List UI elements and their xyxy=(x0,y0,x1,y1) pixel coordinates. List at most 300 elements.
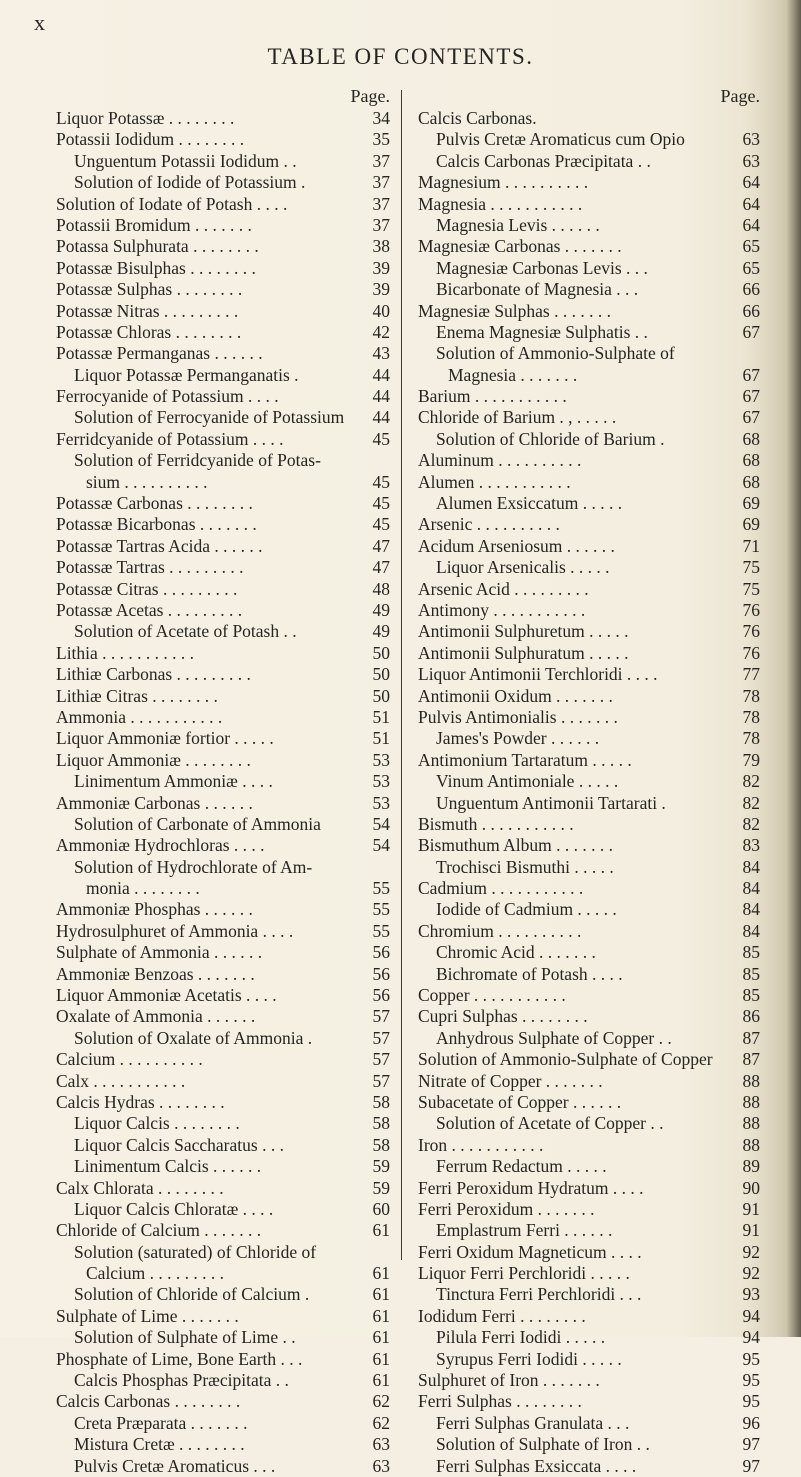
toc-entry-page: 44 xyxy=(372,386,390,407)
toc-entry-page: 62 xyxy=(372,1412,390,1433)
toc-entry-title: Solution of Chloride of Barium . xyxy=(436,428,665,449)
toc-entry xyxy=(418,279,760,300)
toc-entry-page: 91 xyxy=(742,1198,760,1219)
toc-entry xyxy=(56,172,390,193)
toc-entry-page: 97 xyxy=(742,1455,760,1476)
toc-entry-title: Solution (saturated) of Chloride of xyxy=(74,1241,317,1262)
toc-entry-title: Calcis Carbonas . . . . . . . . xyxy=(56,1391,241,1412)
toc-entry-page: 68 xyxy=(742,471,760,492)
toc-entry xyxy=(418,172,760,193)
toc-entry-page: 86 xyxy=(742,1006,760,1027)
toc-entry xyxy=(418,1199,760,1220)
toc-entry xyxy=(56,450,390,471)
toc-entry-title: Copper . . . . . . . . . . . xyxy=(418,985,566,1006)
toc-entry-title: Pulvis Antimonialis . . . . . . . xyxy=(418,706,618,727)
toc-entry-page: 84 xyxy=(742,856,760,877)
toc-entry-page: 75 xyxy=(742,578,760,599)
toc-entry-title: Ammoniæ Phosphas . . . . . . xyxy=(56,899,253,920)
toc-entry xyxy=(56,1242,390,1263)
toc-entry xyxy=(418,557,760,578)
toc-entry-page: 62 xyxy=(372,1391,390,1412)
toc-entry xyxy=(418,1178,760,1199)
toc-entry-page: 38 xyxy=(372,236,390,257)
toc-entry xyxy=(418,493,760,514)
page-column-label: Page. xyxy=(350,86,390,106)
toc-entry-page: 66 xyxy=(742,279,760,300)
toc-entry-title: Solution of Hydrochlorate of Am- xyxy=(74,856,313,877)
toc-entry-title: Magnesia Levis . . . . . . xyxy=(436,214,600,235)
toc-entry-title: Potassæ Bisulphas . . . . . . . . xyxy=(56,257,256,278)
toc-entry-title: Potassii Iodidum . . . . . . . . xyxy=(56,129,245,150)
toc-entry xyxy=(56,835,390,856)
toc-entry xyxy=(418,1456,760,1477)
toc-entry-page: 71 xyxy=(742,535,760,556)
toc-entry xyxy=(418,1028,760,1049)
toc-entry-title: Sulphate of Ammonia . . . . . . xyxy=(56,942,263,963)
toc-entry-title: Antimonii Sulphuratum . . . . . xyxy=(418,642,629,663)
toc-entry-page: 51 xyxy=(372,706,390,727)
toc-entry xyxy=(418,686,760,707)
toc-entry-title: Magnesiæ Sulphas . . . . . . . xyxy=(418,300,611,321)
toc-entry-page: 61 xyxy=(372,1370,390,1391)
toc-entry-title: Aluminum . . . . . . . . . . xyxy=(418,450,582,471)
toc-entry-page: 65 xyxy=(742,257,760,278)
toc-entry xyxy=(56,750,390,771)
toc-entry xyxy=(56,472,390,493)
toc-entry-title: Tinctura Ferri Perchloridi . . . xyxy=(436,1284,642,1305)
toc-entry xyxy=(56,878,390,899)
toc-entry-title: Ferri Peroxidum Hydratum . . . . xyxy=(418,1177,644,1198)
toc-entry xyxy=(56,1327,390,1348)
toc-entry xyxy=(56,1156,390,1177)
toc-entry-page: 56 xyxy=(372,963,390,984)
toc-entry xyxy=(56,129,390,150)
toc-entry-page: 57 xyxy=(372,1070,390,1091)
toc-entry xyxy=(56,1028,390,1049)
toc-entry xyxy=(56,942,390,963)
toc-entry-page: 37 xyxy=(372,193,390,214)
toc-entry-page: 67 xyxy=(742,386,760,407)
toc-entry-page: 90 xyxy=(742,1177,760,1198)
toc-entry xyxy=(418,878,760,899)
toc-entry-page: 50 xyxy=(372,685,390,706)
toc-entry-page: 53 xyxy=(372,792,390,813)
toc-entry-page: 95 xyxy=(742,1391,760,1412)
toc-entry-page: 75 xyxy=(742,557,760,578)
toc-entry-page: 77 xyxy=(742,664,760,685)
toc-entry-page: 64 xyxy=(742,172,760,193)
toc-entry-title: Phosphate of Lime, Bone Earth . . . xyxy=(56,1348,303,1369)
toc-entry-page: 61 xyxy=(372,1348,390,1369)
toc-entry-page: 92 xyxy=(742,1241,760,1262)
toc-column-right xyxy=(418,84,760,1477)
toc-entry-page: 63 xyxy=(742,150,760,171)
toc-entry xyxy=(56,301,390,322)
toc-entry xyxy=(418,536,760,557)
toc-entry-page: 61 xyxy=(372,1220,390,1241)
toc-entry-page: 94 xyxy=(742,1327,760,1348)
toc-entry-page: 50 xyxy=(372,664,390,685)
toc-entry-title: Syrupus Ferri Iodidi . . . . . xyxy=(436,1348,622,1369)
toc-entry xyxy=(56,1434,390,1455)
toc-entry-page: 78 xyxy=(742,728,760,749)
toc-entry-title: Magnesia . . . . . . . xyxy=(448,364,578,385)
toc-entry-title: Subacetate of Copper . . . . . . xyxy=(418,1091,622,1112)
toc-entry-page: 82 xyxy=(742,792,760,813)
toc-entry xyxy=(56,1456,390,1477)
toc-entry-title: Solution of Carbonate of Ammonia xyxy=(74,813,321,834)
toc-entry-title: Liquor Ammoniæ Acetatis . . . . xyxy=(56,985,277,1006)
toc-entry-title: Liquor Antimonii Terchloridi . . . . xyxy=(418,664,658,685)
toc-entry xyxy=(418,1092,760,1113)
toc-entry-title: Ferri Sulphas Exsiccata . . . . xyxy=(436,1455,637,1476)
toc-entry xyxy=(418,621,760,642)
toc-entry-title: Ferri Oxidum Magneticum . . . . xyxy=(418,1241,642,1262)
toc-entry xyxy=(418,814,760,835)
toc-entry xyxy=(418,343,760,364)
toc-entry xyxy=(56,322,390,343)
toc-entry-title: Bismuth . . . . . . . . . . . xyxy=(418,813,574,834)
toc-entry xyxy=(56,493,390,514)
page-number: x xyxy=(34,10,46,35)
toc-entry xyxy=(418,1071,760,1092)
toc-entry-title: Acidum Arseniosum . . . . . . xyxy=(418,535,615,556)
toc-entry-page: 58 xyxy=(372,1091,390,1112)
toc-entry-page: 92 xyxy=(742,1263,760,1284)
toc-entry xyxy=(56,899,390,920)
toc-entry-page: 40 xyxy=(372,300,390,321)
toc-entry-title: monia . . . . . . . . xyxy=(86,878,200,899)
toc-entry xyxy=(56,514,390,535)
toc-entry-page: 57 xyxy=(372,1049,390,1070)
toc-entry-title: Cupri Sulphas . . . . . . . . xyxy=(418,1006,588,1027)
toc-entry-page: 68 xyxy=(742,450,760,471)
toc-entry xyxy=(56,1092,390,1113)
toc-entry-title: Solution of Iodate of Potash . . . . xyxy=(56,193,288,214)
toc-entry-page: 43 xyxy=(372,343,390,364)
toc-entry-title: Lithia . . . . . . . . . . . xyxy=(56,642,195,663)
toc-entry xyxy=(56,343,390,364)
toc-entry-title: Unguentum Antimonii Tartarati . xyxy=(436,792,666,813)
toc-entry xyxy=(56,1349,390,1370)
toc-entry xyxy=(418,450,760,471)
toc-entry-title: Liquor Ferri Perchloridi . . . . . xyxy=(418,1263,630,1284)
toc-entry-title: Vinum Antimoniale . . . . . xyxy=(436,771,619,792)
toc-entry-page: 78 xyxy=(742,685,760,706)
toc-entry xyxy=(418,258,760,279)
toc-entry-title: Lithiæ Citras . . . . . . . . xyxy=(56,685,218,706)
toc-entry-page: 93 xyxy=(742,1284,760,1305)
toc-entry-title: Magnesium . . . . . . . . . . xyxy=(418,172,589,193)
toc-column-left xyxy=(56,84,390,1477)
toc-entry-title: Potassæ Sulphas . . . . . . . . xyxy=(56,279,243,300)
toc-entry xyxy=(418,1327,760,1348)
toc-entry-page: 89 xyxy=(742,1156,760,1177)
toc-entry-title: Nitrate of Copper . . . . . . . xyxy=(418,1070,603,1091)
toc-entry xyxy=(418,194,760,215)
toc-entry-page: 85 xyxy=(742,985,760,1006)
toc-entry xyxy=(56,1284,390,1305)
toc-entry xyxy=(56,557,390,578)
toc-entry-title: sium . . . . . . . . . . xyxy=(86,471,208,492)
toc-entry xyxy=(56,194,390,215)
toc-entry-page: 53 xyxy=(372,749,390,770)
page-spine-shadow xyxy=(787,0,801,1337)
toc-entry xyxy=(418,151,760,172)
toc-entry-page: 61 xyxy=(372,1284,390,1305)
toc-entry xyxy=(56,386,390,407)
toc-entry xyxy=(418,1391,760,1412)
toc-entry-title: Solution of Acetate of Copper . . xyxy=(436,1113,664,1134)
toc-entry xyxy=(56,964,390,985)
toc-entry-page: 44 xyxy=(372,407,390,428)
toc-entry-title: Liquor Calcis . . . . . . . . xyxy=(74,1113,240,1134)
toc-entry-title: Linimentum Ammoniæ . . . . xyxy=(74,771,273,792)
toc-entry-title: Liquor Potassæ Permanganatis . xyxy=(74,364,299,385)
toc-entry-page: 84 xyxy=(742,878,760,899)
toc-entry xyxy=(56,686,390,707)
toc-entry-title: Solution of Oxalate of Ammonia . xyxy=(74,1027,313,1048)
toc-entry-title: Barium . . . . . . . . . . . xyxy=(418,386,567,407)
toc-entry-page: 63 xyxy=(372,1434,390,1455)
toc-entries-right xyxy=(418,108,760,1477)
toc-entry-title: Liquor Ammoniæ fortior . . . . . xyxy=(56,728,274,749)
toc-entry-page: 39 xyxy=(372,279,390,300)
toc-entry xyxy=(418,771,760,792)
toc-entry-page: 48 xyxy=(372,578,390,599)
toc-entry xyxy=(56,429,390,450)
toc-entry-page: 56 xyxy=(372,985,390,1006)
toc-entry-title: Oxalate of Ammonia . . . . . . xyxy=(56,1006,256,1027)
toc-entry-page: 67 xyxy=(742,407,760,428)
toc-entry-page: 39 xyxy=(372,257,390,278)
toc-entry-page: 35 xyxy=(372,129,390,150)
toc-entry-page: 87 xyxy=(742,1049,760,1070)
page-column-label: Page. xyxy=(720,86,760,106)
toc-entry-page: 78 xyxy=(742,706,760,727)
toc-entry xyxy=(56,707,390,728)
toc-entry-page: 97 xyxy=(742,1434,760,1455)
toc-entry xyxy=(56,365,390,386)
toc-entry xyxy=(418,472,760,493)
toc-entry-page: 55 xyxy=(372,899,390,920)
toc-entry xyxy=(56,985,390,1006)
toc-entry-title: Antimonium Tartaratum . . . . . xyxy=(418,749,632,770)
toc-entry xyxy=(418,921,760,942)
toc-entry-page: 54 xyxy=(372,835,390,856)
toc-entry xyxy=(56,1006,390,1027)
toc-entry xyxy=(418,835,760,856)
toc-entry-page: 58 xyxy=(372,1113,390,1134)
toc-entry-title: Solution of Sulphate of Lime . . xyxy=(74,1327,296,1348)
toc-entry-title: Ferrum Redactum . . . . . xyxy=(436,1156,607,1177)
toc-entry xyxy=(56,407,390,428)
toc-entry-title: Ammoniæ Carbonas . . . . . . xyxy=(56,792,253,813)
toc-entry xyxy=(418,1135,760,1156)
toc-entry-title: Potassæ Citras . . . . . . . . . xyxy=(56,578,238,599)
toc-entry-title: Antimony . . . . . . . . . . . xyxy=(418,599,586,620)
toc-entry-title: Bichromate of Potash . . . . xyxy=(436,963,623,984)
toc-entry-title: Potassæ Acetas . . . . . . . . . xyxy=(56,599,243,620)
toc-entry-page: 63 xyxy=(372,1455,390,1476)
toc-entry-title: Calcis Phosphas Præcipitata . . xyxy=(74,1370,289,1391)
toc-entry-page: 76 xyxy=(742,642,760,663)
toc-entry-title: Calcis Carbonas. xyxy=(418,108,537,128)
toc-entry xyxy=(56,536,390,557)
toc-entry xyxy=(418,1263,760,1284)
toc-entry xyxy=(418,728,760,749)
toc-entry xyxy=(56,728,390,749)
toc-entry-title: Solution of Ammonio-Sulphate of Copper xyxy=(418,1049,713,1070)
toc-entry-page: 85 xyxy=(742,963,760,984)
toc-entry-page: 69 xyxy=(742,493,760,514)
toc-entry-page: 68 xyxy=(742,428,760,449)
toc-entry-title: Iron . . . . . . . . . . . xyxy=(418,1134,544,1155)
toc-entry-page: 63 xyxy=(742,129,760,150)
toc-entry-page: 59 xyxy=(372,1177,390,1198)
toc-entry-page: 64 xyxy=(742,214,760,235)
toc-entry-page: 87 xyxy=(742,1027,760,1048)
toc-entry-title: Trochisci Bismuthi . . . . . xyxy=(436,856,614,877)
toc-entry xyxy=(418,1006,760,1027)
toc-entry-title: Iodidum Ferri . . . . . . . . xyxy=(418,1305,586,1326)
toc-entry-page: 54 xyxy=(372,813,390,834)
toc-entry-page: 82 xyxy=(742,771,760,792)
toc-entry-title: Ammoniæ Hydrochloras . . . . xyxy=(56,835,265,856)
toc-entry-page: 88 xyxy=(742,1091,760,1112)
toc-entry xyxy=(418,942,760,963)
toc-entry xyxy=(418,1113,760,1134)
toc-entry xyxy=(418,1370,760,1391)
toc-entry-title: Magnesiæ Carbonas . . . . . . . xyxy=(418,236,622,257)
toc-entry xyxy=(418,579,760,600)
toc-entry-page: 55 xyxy=(372,920,390,941)
toc-entry xyxy=(418,1284,760,1305)
toc-entry-page: 88 xyxy=(742,1113,760,1134)
toc-entry-title: Ferri Peroxidum . . . . . . . xyxy=(418,1198,595,1219)
toc-entry-title: Solution of Iodide of Potassium . xyxy=(74,172,306,193)
toc-entry xyxy=(56,793,390,814)
toc-entry-title: Calcis Carbonas Præcipitata . . xyxy=(436,150,651,171)
toc-entry-title: Liquor Ammoniæ . . . . . . . . xyxy=(56,749,251,770)
toc-entry-page: 82 xyxy=(742,813,760,834)
toc-entry-title: Calx . . . . . . . . . . . xyxy=(56,1070,186,1091)
toc-entry-title: Pulvis Cretæ Aromaticus cum Opio xyxy=(436,129,685,150)
toc-entry xyxy=(418,1434,760,1455)
toc-entry xyxy=(56,771,390,792)
toc-entry xyxy=(56,1199,390,1220)
toc-entry-page: 56 xyxy=(372,942,390,963)
toc-entry-title: Ammoniæ Benzoas . . . . . . . xyxy=(56,963,255,984)
toc-entry-page: 95 xyxy=(742,1370,760,1391)
toc-entry-title: Liquor Arsenicalis . . . . . xyxy=(436,557,610,578)
toc-entry xyxy=(56,814,390,835)
toc-entry xyxy=(56,236,390,257)
toc-entry-page: 65 xyxy=(742,236,760,257)
toc-entry-title: Calcium . . . . . . . . . xyxy=(86,1263,225,1284)
toc-entry-page: 55 xyxy=(372,878,390,899)
toc-entry-title: Ferrocyanide of Potassium . . . . xyxy=(56,386,279,407)
toc-entry-page: 45 xyxy=(372,428,390,449)
toc-entry xyxy=(56,1071,390,1092)
toc-entry-title: Potassa Sulphurata . . . . . . . . xyxy=(56,236,259,257)
toc-entry-title: Cadmium . . . . . . . . . . . xyxy=(418,878,584,899)
toc-entry xyxy=(56,579,390,600)
toc-entry-page: 76 xyxy=(742,621,760,642)
toc-entry-page: 42 xyxy=(372,321,390,342)
toc-entry-page: 44 xyxy=(372,364,390,385)
toc-entry xyxy=(56,1263,390,1284)
toc-entry-page: 60 xyxy=(372,1198,390,1219)
toc-entry-title: Potassæ Permanganas . . . . . . xyxy=(56,343,263,364)
toc-entry xyxy=(418,643,760,664)
toc-entry-title: Emplastrum Ferri . . . . . . xyxy=(436,1220,613,1241)
toc-entry-title: Ferri Sulphas . . . . . . . . xyxy=(418,1391,582,1412)
toc-entry-title: Anhydrous Sulphate of Copper . . xyxy=(436,1027,672,1048)
toc-entry-title: Potassii Bromidum . . . . . . . xyxy=(56,214,252,235)
toc-entry-page: 50 xyxy=(372,642,390,663)
toc-entry xyxy=(418,1156,760,1177)
toc-entry xyxy=(418,899,760,920)
toc-entry xyxy=(56,643,390,664)
toc-entry-title: Magnesiæ Carbonas Levis . . . xyxy=(436,257,648,278)
toc-entry xyxy=(418,407,760,428)
toc-entry-title: Antimonii Oxidum . . . . . . . xyxy=(418,685,613,706)
toc-entry-page: 51 xyxy=(372,728,390,749)
toc-entry-title: Potassæ Chloras . . . . . . . . xyxy=(56,321,242,342)
toc-entry-page: 57 xyxy=(372,1027,390,1048)
toc-entry-title: Chloride of Calcium . . . . . . . xyxy=(56,1220,262,1241)
toc-entries-left xyxy=(56,108,390,1477)
toc-entry-title: Ferridcyanide of Potassium . . . . xyxy=(56,428,284,449)
toc-entry xyxy=(418,386,760,407)
toc-entry-page: 37 xyxy=(372,214,390,235)
toc-entry-title: Arsenic . . . . . . . . . . xyxy=(418,514,560,535)
toc-entry-title: Bismuthum Album . . . . . . . xyxy=(418,835,613,856)
toc-entry-title: Liquor Calcis Chloratæ . . . . xyxy=(74,1198,274,1219)
toc-entry xyxy=(418,1413,760,1434)
toc-entry-page: 67 xyxy=(742,321,760,342)
toc-entry-page: 85 xyxy=(742,942,760,963)
toc-entry-page: 83 xyxy=(742,835,760,856)
toc-entry-page: 45 xyxy=(372,493,390,514)
toc-entry xyxy=(418,129,760,150)
toc-entry-title: Potassæ Tartras . . . . . . . . . xyxy=(56,557,244,578)
toc-entry xyxy=(418,1049,760,1070)
toc-entry xyxy=(56,600,390,621)
toc-entry xyxy=(56,279,390,300)
toc-entry xyxy=(56,857,390,878)
toc-entry-title: Ferri Sulphas Granulata . . . xyxy=(436,1412,630,1433)
toc-entry-page: 94 xyxy=(742,1305,760,1326)
toc-entry-title: Creta Præparata . . . . . . . xyxy=(74,1412,248,1433)
toc-entry-page: 58 xyxy=(372,1134,390,1155)
toc-entry xyxy=(418,964,760,985)
toc-entry-page: 88 xyxy=(742,1070,760,1091)
toc-entry-title: Pilula Ferri Iodidi . . . . . xyxy=(436,1327,606,1348)
toc-entry xyxy=(56,664,390,685)
toc-entry-title: Calcis Hydras . . . . . . . . xyxy=(56,1091,225,1112)
toc-entry xyxy=(418,365,760,386)
toc-entry xyxy=(56,1413,390,1434)
toc-entry-title: Liquor Potassæ . . . . . . . . xyxy=(56,108,235,128)
toc-entry-page: 34 xyxy=(372,108,390,128)
toc-entry xyxy=(418,600,760,621)
toc-entry xyxy=(56,1135,390,1156)
toc-entry xyxy=(418,429,760,450)
toc-entry-title: Magnesia . . . . . . . . . . . xyxy=(418,193,583,214)
toc-entry-title: Solution of Sulphate of Iron . . xyxy=(436,1434,650,1455)
